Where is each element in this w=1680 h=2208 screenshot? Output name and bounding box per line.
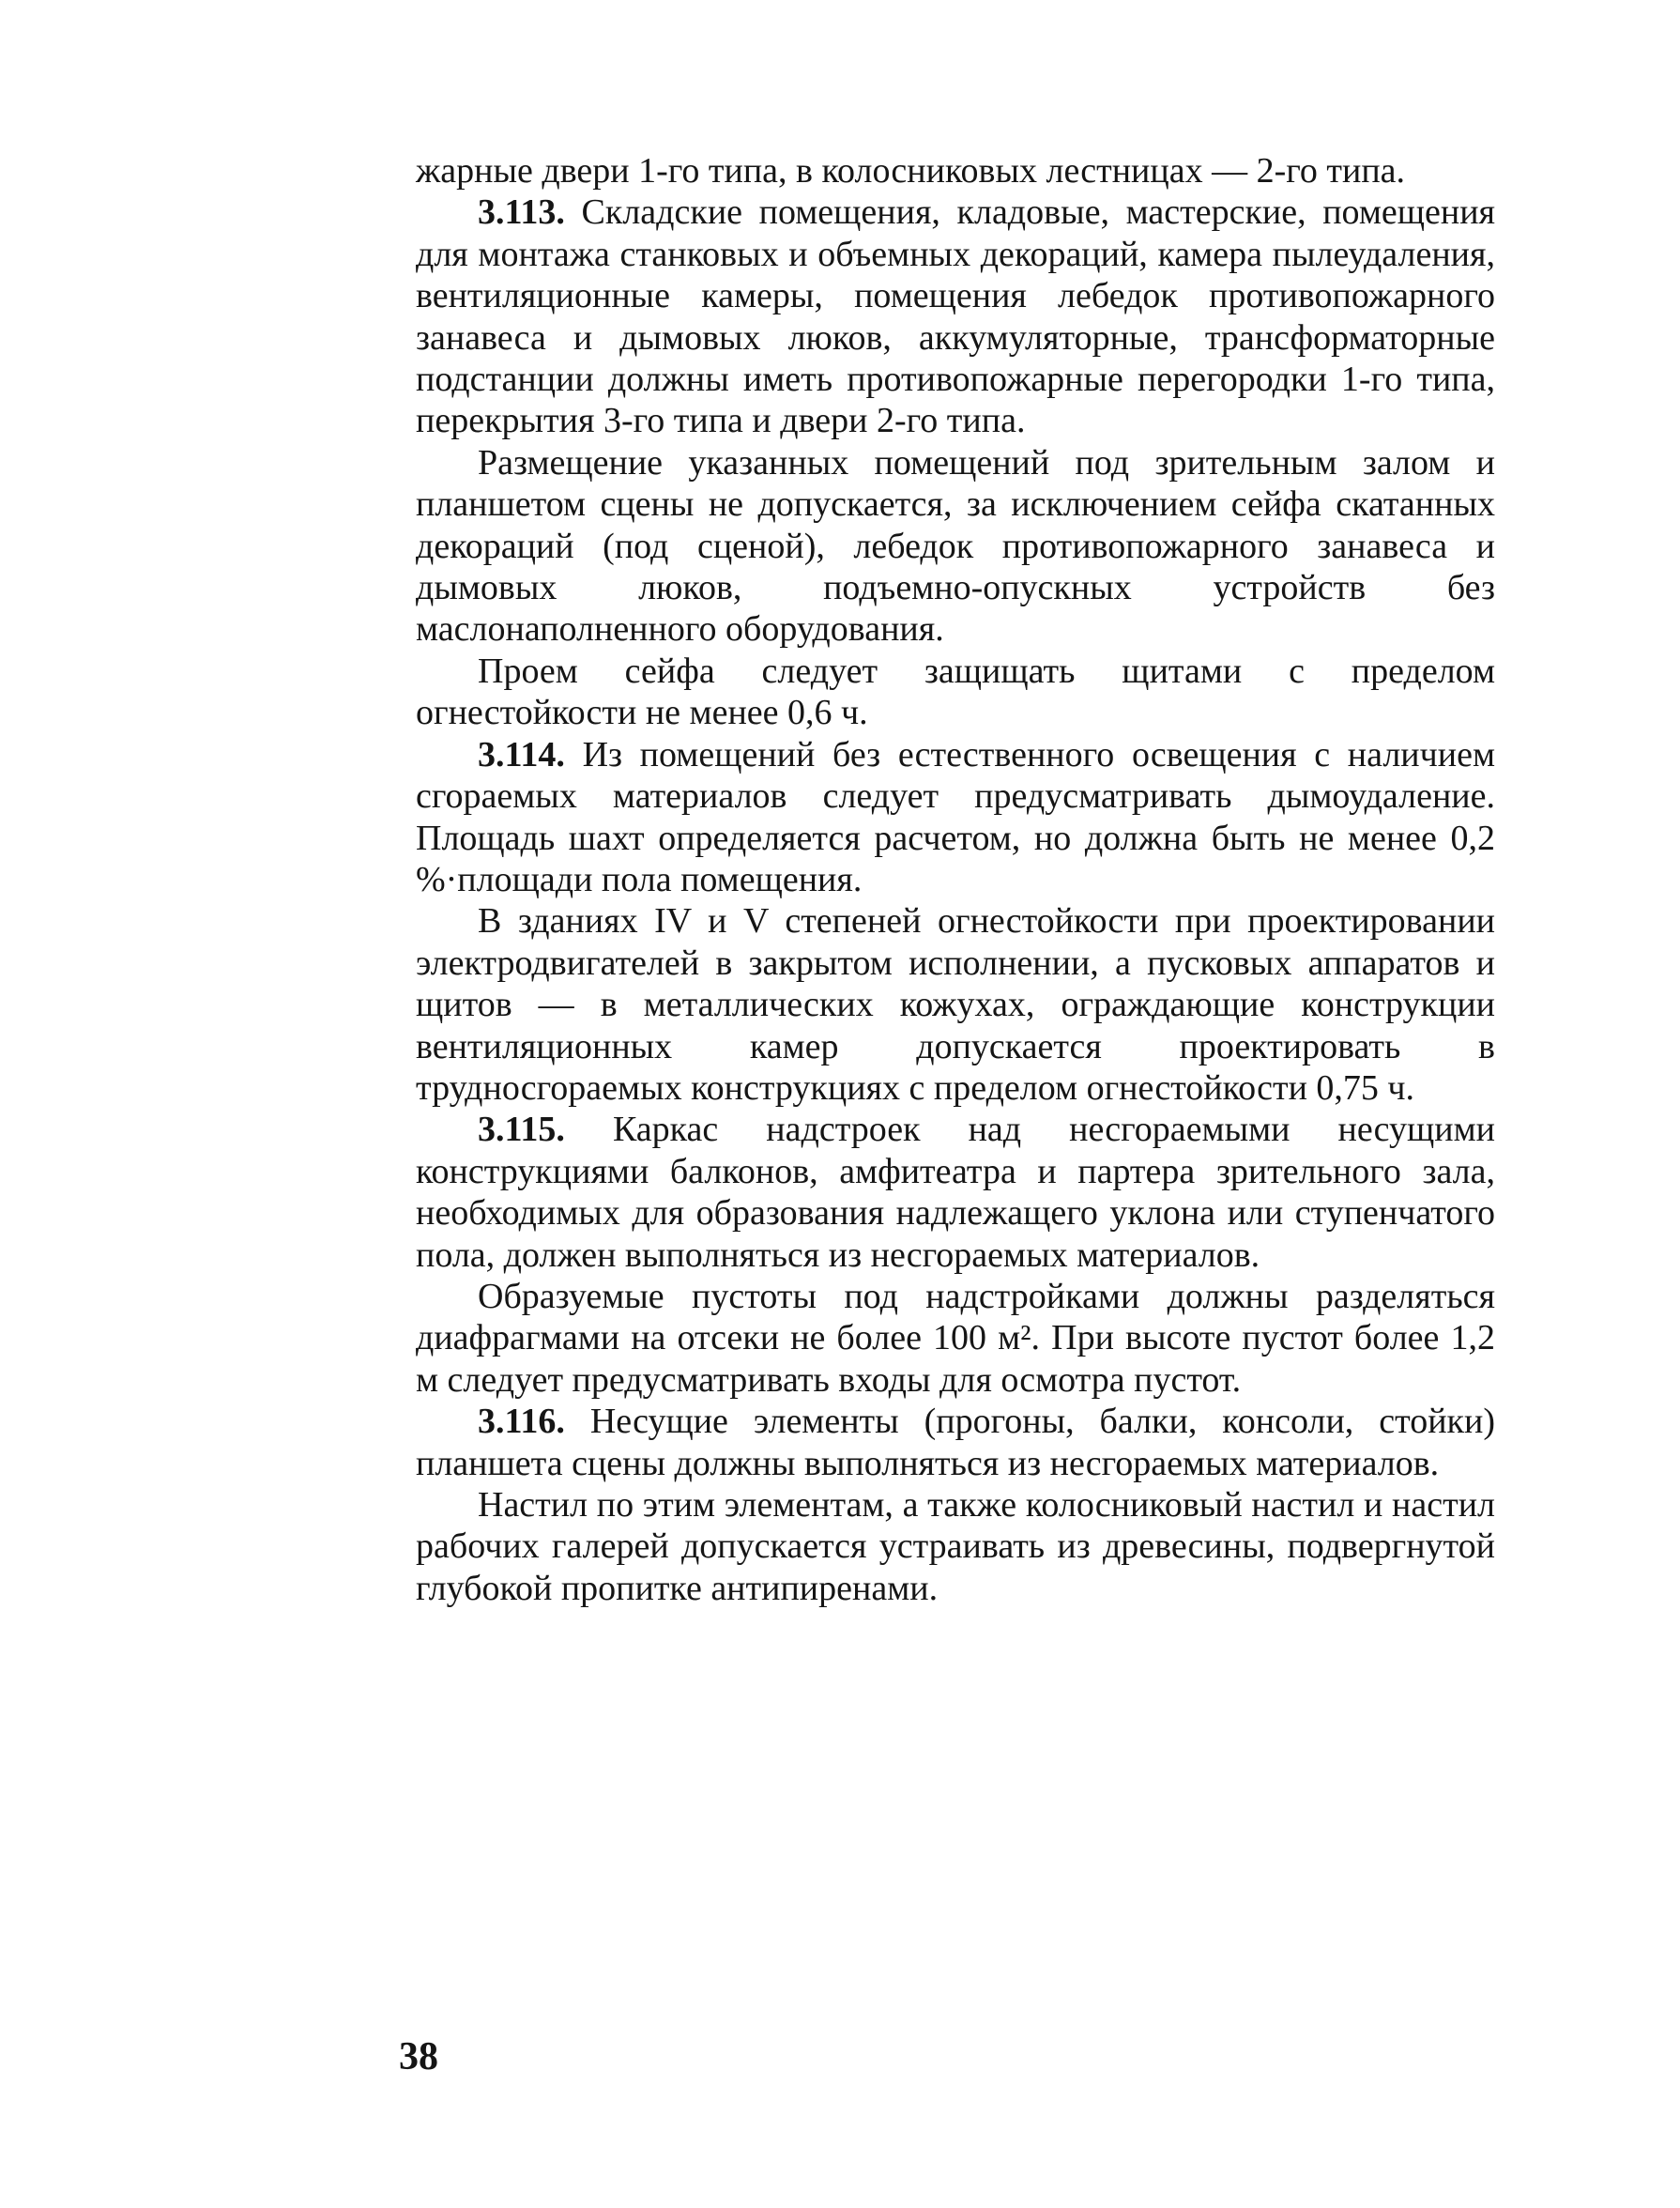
paragraph-3-115	[416, 1109, 1495, 1276]
paragraph-text: Несущие элементы (прогоны, балки, консоли, стойки) планшета сцены должны выполняться из несгораемых материалов.	[416, 1402, 1495, 1483]
page-number: 38	[399, 2035, 438, 2078]
paragraph-continuation	[416, 150, 1495, 192]
paragraph-3-114	[416, 734, 1495, 901]
paragraph-voids	[416, 1276, 1495, 1401]
paragraph-text: Проем сейфа следует защищать щитами с пределом огнестойкости не менее 0,6 ч.	[416, 651, 1495, 733]
paragraph-safe-opening	[416, 651, 1495, 734]
paragraph-text: Каркас надстроек над несгораемыми несущими конструкциями балконов, амфитеатра и партера зрительного зала, необходимых для образования надлежащего уклона или ступенчатого пола, должен выполняться из несгораемых материалов.	[416, 1110, 1495, 1275]
clause-number: 3.113.	[478, 192, 565, 233]
clause-number: 3.115.	[478, 1110, 565, 1150]
paragraph-text: Образуемые пустоты под надстройками должны разделяться диафрагмами на отсеки не более 100 м². При высоте пустот более 1,2 м следует предусматривать входы для осмотра пустот.	[416, 1276, 1495, 1400]
clause-number: 3.116.	[478, 1402, 565, 1442]
clause-number: 3.114.	[478, 734, 565, 774]
paragraph-3-113	[416, 192, 1495, 441]
paragraph-placement	[416, 442, 1495, 651]
paragraph-text: Складские помещения, кладовые, мастерские, помещения для монтажа станковых и объемных декораций, камера пылеудаления, вентиляционные камеры, помещения лебедок противопожарного занавеса и дымовых люков, аккумуляторные, трансформаторные подстанции должны иметь противопожарные перегородки 1-го типа, перекрытия 3-го типа и двери 2-го типа.	[416, 192, 1496, 441]
paragraph-3-116	[416, 1401, 1495, 1484]
paragraph-text: Из помещений без естественного освещения с наличием сгораемых материалов следует предусматривать дымоудаление. Площадь шахт определяется расчетом, но должна быть не менее 0,2 %·площади пола помещения.	[416, 734, 1495, 899]
paragraph-text: жарные двери 1-го типа, в колосниковых лестницах — 2-го типа.	[416, 151, 1406, 191]
paragraph-text: Настил по этим элементам, а также колосниковый настил и настил рабочих галерей допускается устраивать из древесины, подвергнутой глубокой пропитке антипиренами.	[416, 1485, 1495, 1608]
page-text-body	[416, 150, 1495, 1609]
paragraph-text: В зданиях IV и V степеней огнестойкости при проектировании электродвигателей в закрытом исполнении, а пусковых аппаратов и щитов — в металлических кожухах, ограждающие конструкции вентиляционных камер допускается проектировать в трудносгораемых конструкциях с пределом огнестойкости 0,75 ч.	[416, 901, 1495, 1108]
paragraph-text: Размещение указанных помещений под зрительным залом и планшетом сцены не допускается, за исключением сейфа скатанных декораций (под сценой), лебедок противопожарного занавеса и дымовых люков, подъемно-опускных устройств без маслонаполненного оборудования.	[416, 442, 1495, 650]
paragraph-fire-resistance	[416, 900, 1495, 1109]
paragraph-decking	[416, 1484, 1495, 1609]
